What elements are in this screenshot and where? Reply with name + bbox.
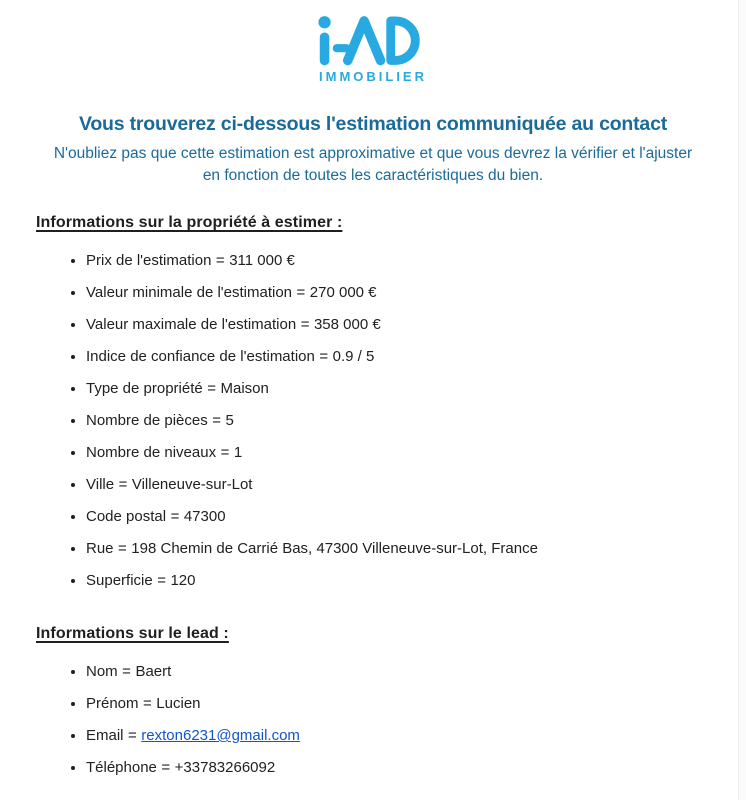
equals-sign: = [215, 252, 225, 269]
item-value: 120 [170, 572, 196, 589]
item-label: Téléphone [86, 759, 157, 776]
list-item [86, 508, 710, 525]
disclaimer-line-2: en fonction de toutes les caractéristiques du bien. [202, 167, 544, 184]
equals-sign: = [212, 412, 221, 429]
page-title: Vous trouverez ci-dessous l'estimation communiquée au contact [78, 113, 668, 135]
lead-section-heading: Informations sur le lead : [36, 625, 229, 642]
item-label: Prénom [86, 695, 139, 712]
lead-info-list [36, 663, 710, 776]
item-label: Nombre de niveaux [86, 444, 217, 461]
item-value: Lucien [156, 695, 201, 712]
item-label: Rue [86, 540, 114, 557]
equals-sign: = [161, 759, 171, 776]
list-item [86, 476, 710, 493]
content-right-edge [738, 0, 746, 800]
item-label: Type de propriété [86, 380, 203, 397]
equals-sign: = [207, 380, 217, 397]
item-value: 270 000 € [309, 284, 377, 301]
item-label: Indice de confiance de l'estimation [86, 348, 315, 365]
property-info-list [36, 252, 710, 589]
item-value: 311 000 € [229, 252, 295, 269]
equals-sign: = [143, 695, 152, 712]
item-value: +33783266092 [174, 759, 276, 776]
item-label: Valeur maximale de l'estimation [86, 316, 297, 333]
disclaimer-line-1: N'oubliez pas que cette estimation est approximative et que vous devrez la vérifier et l'ajuster [53, 145, 693, 162]
item-value: 47300 [183, 508, 226, 525]
logo-block [0, 0, 746, 84]
item-label: Prix de l'estimation [86, 252, 212, 269]
list-item [86, 284, 710, 301]
item-label: Superficie [86, 572, 153, 589]
list-item [86, 380, 710, 397]
list-item [86, 695, 710, 712]
disclaimer-text [0, 143, 746, 187]
item-value: 0.9 / 5 [332, 348, 375, 365]
email-link[interactable]: rexton6231@gmail.com [141, 727, 300, 744]
list-item [86, 348, 710, 365]
item-label: Email [86, 727, 124, 744]
equals-sign: = [122, 663, 131, 680]
equals-sign: = [128, 727, 137, 744]
section-property [36, 214, 710, 589]
logo-subtitle: IMMOBILIER [319, 69, 427, 84]
list-item [86, 316, 710, 333]
list-item [86, 540, 710, 557]
iad-logo-icon [315, 12, 431, 68]
item-value: 5 [225, 412, 234, 429]
item-value: 198 Chemin de Carrié Bas, 47300 Villeneuve-sur-Lot, France [131, 540, 538, 557]
section-lead [36, 625, 710, 776]
item-label: Nom [86, 663, 118, 680]
item-value: Baert [135, 663, 172, 680]
list-item [86, 663, 710, 680]
equals-sign: = [157, 572, 166, 589]
equals-sign: = [300, 316, 310, 333]
item-value: 358 000 € [313, 316, 381, 333]
equals-sign: = [118, 540, 127, 557]
list-item [86, 572, 710, 589]
equals-sign: = [319, 348, 329, 365]
equals-sign: = [170, 508, 180, 525]
equals-sign: = [296, 284, 306, 301]
item-value: Villeneuve-sur-Lot [131, 476, 253, 493]
list-item [86, 759, 710, 776]
item-label: Code postal [86, 508, 167, 525]
equals-sign: = [118, 476, 128, 493]
item-label: Valeur minimale de l'estimation [86, 284, 293, 301]
list-item [86, 252, 710, 269]
list-item [86, 412, 710, 429]
list-item [86, 444, 710, 461]
item-label: Ville [86, 476, 115, 493]
property-section-heading: Informations sur la propriété à estimer : [36, 214, 343, 231]
list-item [86, 727, 710, 744]
item-label: Nombre de pièces [86, 412, 208, 429]
item-value: 1 [233, 444, 243, 461]
item-value: Maison [220, 380, 269, 397]
equals-sign: = [220, 444, 230, 461]
